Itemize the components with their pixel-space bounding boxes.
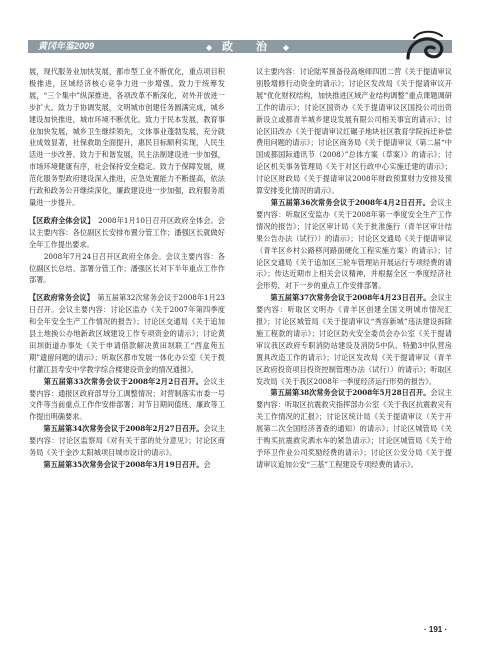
- section-title-text: 政 治: [222, 40, 273, 53]
- paragraph: [29, 215, 225, 251]
- section-heading: 【区政府全体会议】: [29, 215, 91, 225]
- paragraph: [29, 423, 225, 459]
- paragraph: [29, 66, 225, 209]
- page-header: [0, 0, 480, 66]
- meeting-heading: 第五届第36次常务会议于2008年4月2日召开。: [270, 197, 430, 207]
- right-column: [256, 66, 452, 471]
- paragraph-text: 议主要内容：讨论陆军预备役高炮师四团二营《关于提请审议别股增修行动资金的请示》；讨论区发改局《关于提请审议开展“优化财权结构，加快推进区域产业结构调整”重点课题调研工作的请示》；讨论区国资办《关于提请审议区国投公司出资新设立或都青羊城乡建设发展有限公司相关事宜的请示》；讨论区旧改办《关于提请审议红碾子地块社区教育学院拆迁补偿费用问题的请示》；讨论区商务局《关于提请审议《第二届“中国成都国际通讯节（2008）”总体方案（草案）》的请示》；讨论区机关事务管理局《关于对区行政中心实施迁建的请示》；讨论区财政局《关于提请审议2008年财政预算财力安排及预算安排变化情况的请示》。: [256, 67, 452, 196]
- paragraph: [29, 292, 225, 375]
- paragraph-text: 第五届第32次常务会议于2008年1月23日召开。会议主要内容：讨论区监办《关于2007年第四季度和全年安全生产工作情况的报告》；讨论区交通局《关于追加县土地换公办地新政区域建设工作专项资金的请示》；讨论黄田坝街道办事处《关于申请借款解决黄田坝联工“西盒苑五期”遗留问题的请示》；听取区都市发展一体化办公室《关于拨付灌江县寿安中学教学综合楼建设资金的情况通报》。: [29, 293, 225, 374]
- meeting-heading: 第五届第34次常务会议于2008年2月27日召开。: [43, 424, 204, 434]
- meeting-heading: 第五届第38次常务会议于2008年5月28日召开。: [270, 388, 431, 398]
- section-heading: 【区政府常务会议】: [29, 293, 91, 303]
- page-number: · 191 ·: [424, 625, 448, 634]
- paragraph: [256, 66, 452, 197]
- meeting-heading: 第五届第35次常务会议于2008年3月19日召开。: [43, 460, 204, 469]
- paragraph-text: 2008年7月24日召开区政府全体会。会议主要内容：各位副区长总结、部署分管工作；潘强区长对下半年重点工作作部署。: [29, 251, 225, 285]
- paragraph: [256, 387, 452, 470]
- paragraph-text: 会: [203, 460, 211, 469]
- paragraph-text: 会议主要内容：听取区文明办《青羊区创建全国文明城市情况汇报》；讨论区城管局《关于提请审议“秀容新城”违法建设拆除施工程款的请示》；讨论区防火安全委员会办公室《关于提请审议我区政府专职消防站建设及消防5中队、特勤3中队营房置具改造工作的请示》；讨论区发改局《关于提请审议（青羊区政府投资项目投资控制管理办法（试行））的请示》；听取区发改局《关于我区2008年一季度经济运行形势的报告》。: [256, 293, 452, 386]
- paragraph: [256, 197, 452, 292]
- yearbook-title: 黄冈年鉴2009: [38, 41, 95, 51]
- swirl-logo-icon: [404, 28, 446, 64]
- meeting-heading: 第五届第37次常务会议于2008年4月23日召开。: [270, 293, 431, 303]
- paragraph: [29, 376, 225, 424]
- diamond-left-icon: ◆: [206, 42, 213, 52]
- paragraph-text: 2008年1月10日召开区政府全体会。会议主要内容：各位副区长安排布置分管工作；潘强区长就做好全年工作提出要求。: [29, 215, 225, 249]
- paragraph: [29, 251, 225, 287]
- left-column: [29, 66, 225, 471]
- meeting-heading: 第五届第33次常务会议于2008年2月2日召开。: [43, 376, 203, 386]
- paragraph-text: 会议主要内容：听取区抗震救灾指挥部办公室《关于我区抗震救灾有关工作情况的汇报》；讨论区统计局《关于提请审议（关于开展第二次全国经济普查的通知）的请示》；讨论区城管局《关于购买抗震救灾洒水车的紧急请示》；讨论区城管局《关于给予环卫作业公司奖励经费的请示》；讨论区公安分局《关于提请审议追加公安“三基”工程建设专项经费的请示》。: [256, 388, 452, 469]
- paragraph: [29, 459, 225, 471]
- section-title: [206, 40, 289, 53]
- paragraph: [256, 292, 452, 387]
- paragraph-text: 展，现代服务业加快发展，都市型工业不断优化，重点项目积极推进，区域经济核心竞争力进一步增强。致力于统筹发展，“三个集中”纵深推进，各项改革不断深化，对外开放进一步扩大。致力于协调发展，文明城市创建任务圆满完成，城乡建设加快推进，城市环境不断优化。致力于民本发展，教育事业加快发展，城乡卫生继续领先，文体事业蓬勃发展，充分就业成效显著，社保救助全面提升，惠民目标顺利实现，人民生活进一步改善。致力于和谐发展，民主法制建设进一步加强，市场环境健康有序，社会保持安全稳定。致力于保障发展，规范化服务型政府建设深入推进，应急处置能力不断提高，依法行政和政务公开继续深化，廉政建设进一步加强，政府服务质量进一步提升。: [29, 67, 225, 207]
- paragraph-text: 会议主要内容：听取区安监办《关于2008年第一季度安全生产工作情况的报告》；讨论区审计局《关于批准施行（青羊区审计结果公告办法（试行））的请示》；讨论区交通局《关于提请审议（青羊区乡村公路移河路面硬化工程实施方案）的请示》；讨论区交通局《关于追加区三轮车管理站开展运行专项经费的请示》；传达近期市上相关会议精神，并根据全区一季度经济社会形势，对下一步的重点工作安排部署。: [256, 197, 452, 291]
- paragraph-text: 会议主要内容：讨论区监察局《对有关干部的处分意见》；讨论区商务局《关于金沙太阳城项目城市设计的请示》。: [29, 424, 225, 458]
- diamond-right-icon: ◆: [282, 42, 289, 52]
- paragraph-text: 会议主要内容：通报区政府部导分工调整情况；对营制落实市委一号文件等当前重点工作作安排部署；对节日期间值班、廉政等工作提出明确要求。: [29, 376, 225, 422]
